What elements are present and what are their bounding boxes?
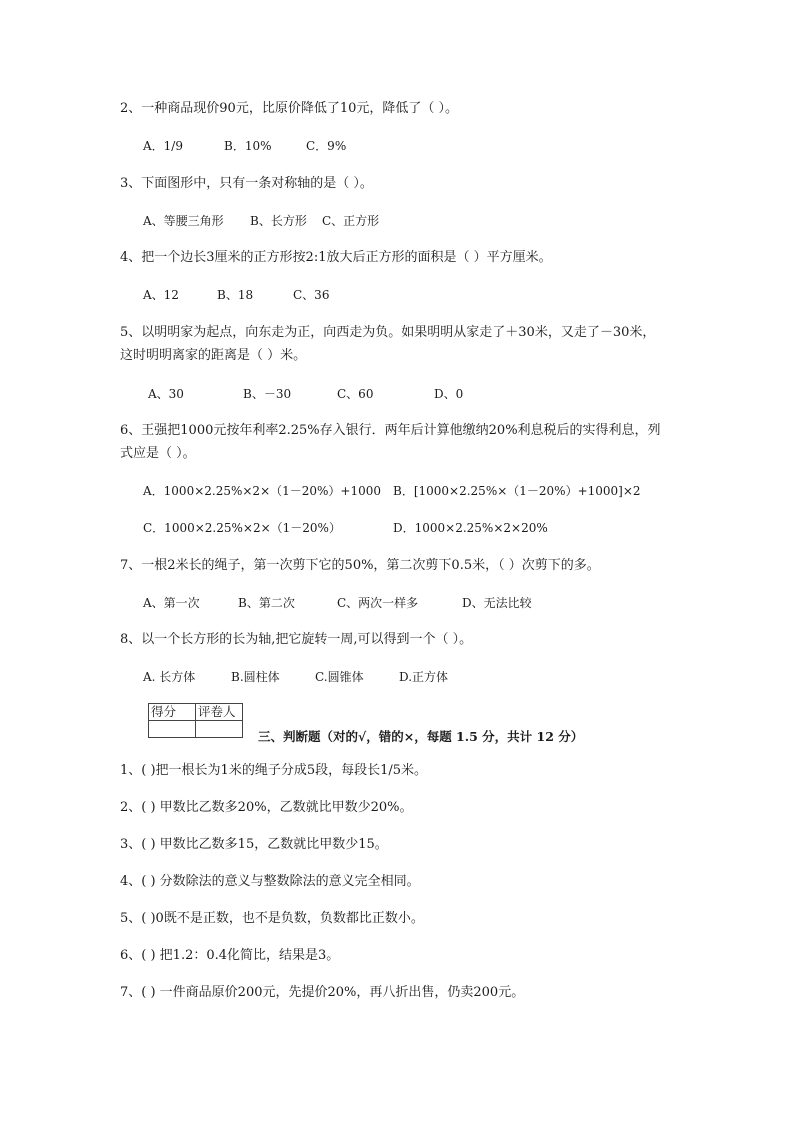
- question-2-text: 2、一种商品现价90元，比原价降低了10元，降低了（ ）。: [120, 101, 458, 116]
- q4-option-a: A、12: [143, 288, 179, 302]
- q3-option-a: A、等腰三角形: [143, 214, 224, 228]
- judgment-item-2: 2、( ) 甲数比乙数多20%，乙数就比甲数少20%。: [120, 800, 413, 815]
- score-label: 得分: [149, 704, 196, 721]
- q5-option-c: C、60: [337, 387, 374, 401]
- question-5-line-2: 这时明明离家的距离是（ ）米。: [120, 348, 307, 363]
- q4-option-c: C、36: [293, 288, 330, 302]
- question-6-line-1: 6、王强把1000元按年利率2.25%存入银行．两年后计算他缴纳20%利息税后的实得利息，列: [120, 423, 661, 438]
- q4-option-b: B、18: [217, 288, 254, 302]
- q8-option-c: C.圆锥体: [315, 670, 364, 684]
- question-8-text: 8、以一个长方形的长为轴,把它旋转一周,可以得到一个（ ）。: [120, 632, 473, 647]
- judgment-item-1: 1、( )把一根长为1米的绳子分成5段，每段长1/5米。: [120, 763, 428, 778]
- q8-option-a: A. 长方体: [143, 670, 196, 684]
- q2-option-a: A．1/9: [143, 139, 183, 153]
- grader-label: 评卷人: [196, 704, 243, 721]
- judgment-item-5: 5、( )0既不是正数，也不是负数，负数都比正数小。: [120, 911, 424, 926]
- judgment-item-4: 4、( ) 分数除法的意义与整数除法的意义完全相同。: [120, 874, 420, 889]
- judgment-item-7: 7、( ) 一件商品原价200元，先提价20%，再八折出售，仍卖200元。: [120, 985, 525, 1000]
- q8-option-b: B.圆柱体: [231, 670, 280, 684]
- score-cell: [149, 721, 196, 738]
- q5-option-d: D、0: [434, 387, 464, 401]
- q7-option-a: A、第一次: [143, 596, 200, 610]
- q7-option-c: C、两次一样多: [337, 596, 419, 610]
- judgment-item-6: 6、( ) 把1.2：0.4化简比，结果是3。: [120, 948, 340, 963]
- q6-option-b: B．[1000×2.25%×（1－20%）+1000]×2: [393, 484, 641, 498]
- q6-option-a: A．1000×2.25%×2×（1－20%）+1000: [143, 484, 382, 498]
- grader-cell: [196, 721, 243, 738]
- q6-option-d: D．1000×2.25%×2×20%: [393, 521, 548, 535]
- q3-option-c: C、正方形: [322, 214, 380, 228]
- q5-option-a: A、30: [148, 387, 184, 401]
- q2-option-c: C．9%: [306, 139, 347, 153]
- score-box: [148, 703, 243, 738]
- q8-option-d: D.正方体: [399, 670, 449, 684]
- question-7-text: 7、一根2米长的绳子，第一次剪下它的50%，第二次剪下0.5米，（ ）次剪下的多。: [120, 558, 600, 573]
- question-6-line-2: 式应是（ ）。: [120, 446, 196, 461]
- q2-option-b: B．10%: [224, 139, 272, 153]
- question-3-text: 3、下面图形中，只有一条对称轴的是（ ）。: [120, 176, 373, 191]
- q7-option-b: B、第二次: [238, 596, 295, 610]
- q3-option-b: B、长方形: [250, 214, 307, 228]
- question-5-line-1: 5、以明明家为起点，向东走为正，向西走为负。如果明明从家走了＋30米，又走了－30米，: [120, 325, 656, 340]
- question-4-text: 4、把一个边长3厘米的正方形按2:1放大后正方形的面积是（ ）平方厘米。: [120, 250, 552, 265]
- q5-option-b: B、－30: [243, 387, 292, 401]
- section-3-title: 三、判断题（对的√，错的×，每题 1.5 分，共计 12 分）: [258, 729, 584, 744]
- q6-option-c: C．1000×2.25%×2×（1－20%）: [143, 521, 341, 535]
- judgment-item-3: 3、( ) 甲数比乙数多15，乙数就比甲数少15。: [120, 837, 388, 852]
- q7-option-d: D、无法比较: [462, 596, 532, 610]
